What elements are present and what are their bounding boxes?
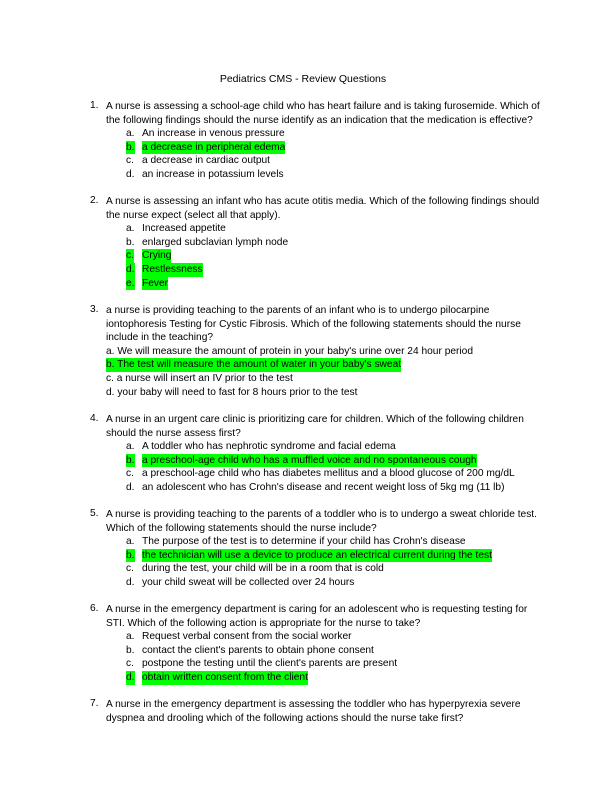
question-5 <box>90 508 540 590</box>
option-b-highlighted: b. a preschool-age child who has a muffled voice and no spontaneous cough <box>126 454 477 466</box>
option-d: d. your child sweat will be collected over 24 hours <box>126 576 355 588</box>
question-2 <box>90 195 540 290</box>
option-a: a. The purpose of the test is to determine if your child has Crohn's disease <box>126 536 466 548</box>
option-d-highlighted: d. obtain written consent from the client <box>126 671 308 683</box>
option-c: c. during the test, your child will be in a room that is cold <box>126 563 384 575</box>
option-d-highlighted: d. Restlessness <box>126 263 203 275</box>
option-d: d. your baby will need to fast for 8 hours prior to the test <box>106 386 358 398</box>
question-number: 6. <box>90 603 99 614</box>
option-list <box>90 222 540 290</box>
option-list <box>90 127 540 181</box>
question-number: 3. <box>90 304 99 315</box>
question-text: A nurse in the emergency department is assessing the toddler who has hyperpyrexia severe dyspnea and drooling which of the following actions should the nurse take first? <box>106 699 521 724</box>
option-d: d. an increase in potassium levels <box>126 168 284 180</box>
option-list <box>90 535 540 589</box>
option-b: b. contact the client's parents to obtain phone consent <box>126 644 374 656</box>
question-6 <box>90 603 540 685</box>
option-a: a. Increased appetite <box>126 223 226 235</box>
option-a: a. An increase in venous pressure <box>126 128 285 140</box>
option-b-highlighted: b. a decrease in peripheral edema <box>126 141 286 153</box>
page-title: Pediatrics CMS - Review Questions <box>219 73 387 85</box>
question-text: A nurse in an urgent care clinic is prioritizing care for children. Which of the following children should the nurse assess first? <box>106 414 524 439</box>
option-c-highlighted: c. Crying <box>126 250 172 262</box>
option-b-highlighted: b. the technician will use a device to produce an electrical current during the test <box>126 549 492 561</box>
question-text: a nurse is providing teaching to the parents of an infant who is to undergo pilocarpine iontophoresis Testing for Cystic Fibrosis. Which of the following statements should the nurse include in the teaching? <box>106 305 521 344</box>
option-e-highlighted: e. Fever <box>126 277 169 289</box>
question-3 <box>90 304 540 399</box>
question-number: 4. <box>90 413 99 424</box>
question-number: 7. <box>90 698 99 709</box>
question-4 <box>90 413 540 495</box>
option-list <box>90 440 540 494</box>
option-list <box>90 630 540 684</box>
option-c: c. postpone the testing until the client's parents are present <box>126 658 398 670</box>
option-d: d. an adolescent who has Crohn's disease and recent weight loss of 5kg mg (11 lb) <box>126 481 505 493</box>
option-list <box>90 345 540 399</box>
option-c: c. a preschool-age child who has diabetes mellitus and a blood glucose of 200 mg/dL <box>126 468 515 480</box>
option-a: a. Request verbal consent from the social worker <box>126 631 352 643</box>
question-7 <box>90 698 540 725</box>
question-number: 5. <box>90 508 99 519</box>
option-a: a. We will measure the amount of protein in your baby's urine over 24 hour period <box>106 345 474 357</box>
option-a: a. A toddler who has nephrotic syndrome and facial edema <box>126 441 396 453</box>
question-number: 1. <box>90 100 99 111</box>
question-text: A nurse is assessing an infant who has acute otitis media. Which of the following findings should the nurse expect (select all that apply). <box>106 196 540 221</box>
option-c: c. a decrease in cardiac output <box>126 155 270 167</box>
option-b-highlighted: b. The test will measure the amount of water in your baby's sweat <box>106 359 402 371</box>
option-c: c. a nurse will insert an IV prior to the test <box>106 372 293 384</box>
question-text: A nurse is assessing a school-age child who has heart failure and is taking furosemide. Which of the following findings should the nurse identify as an indication that the medication is effective? <box>106 101 540 126</box>
question-number: 2. <box>90 195 99 206</box>
question-text: A nurse in the emergency department is caring for an adolescent who is requesting testing for STI. Which of the following action is appropriate for the nurse to take? <box>106 604 528 629</box>
option-b: b. enlarged subclavian lymph node <box>126 236 289 248</box>
question-text: A nurse is providing teaching to the parents of a toddler who is to undergo a sweat chloride test. Which of the following statements should the nurse include? <box>106 509 537 534</box>
question-1 <box>90 100 540 182</box>
